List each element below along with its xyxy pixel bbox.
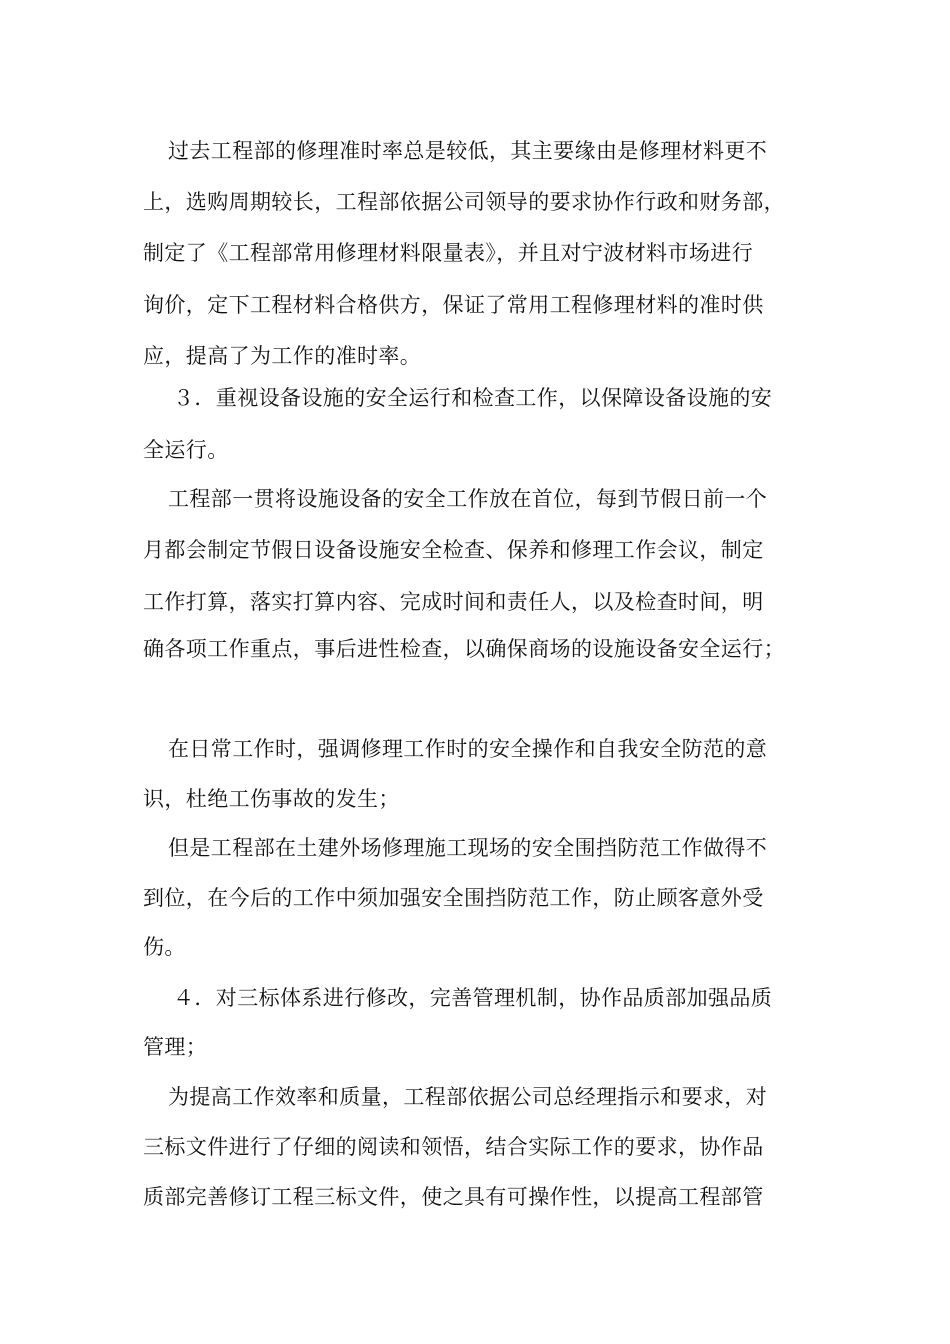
text-line: 三标文件进行了仔细的阅读和领悟，结合实际工作的要求，协作品 xyxy=(143,1135,764,1159)
text-line: 管理； xyxy=(143,1035,208,1059)
text-line: 工程部一贯将设施设备的安全工作放在首位，每到节假日前一个 xyxy=(168,487,768,511)
text-line: 质部完善修订工程三标文件，使之具有可操作性，以提高工程部管 xyxy=(143,1185,764,1209)
text-line: 全运行。 xyxy=(143,438,229,462)
text-line: 询价，定下工程材料合格供方，保证了常用工程修理材料的准时供 xyxy=(143,293,764,317)
text-line: 上，选购周期较长，工程部依据公司领导的要求协作行政和财务部， xyxy=(143,190,785,214)
text-line: 伤。 xyxy=(143,935,186,959)
text-line: 制定了《工程部常用修理材料限量表》，并且对宁波材料市场进行 xyxy=(143,241,754,265)
section-heading: ４．对三标体系进行修改，完善管理机制，协作品质部加强品质 xyxy=(173,986,773,1010)
text-line: 应，提高了为工作的准时率。 xyxy=(143,344,422,368)
section-heading: ３．重视设备设施的安全运行和检查工作，以保障设备设施的安 xyxy=(173,386,773,410)
text-line: 识，杜绝工伤事故的发生； xyxy=(143,787,400,811)
text-line: 过去工程部的修理准时率总是较低，其主要缘由是修理材料更不 xyxy=(168,139,768,163)
text-line: 但是工程部在土建外场修理施工现场的安全围挡防范工作做得不 xyxy=(168,836,768,860)
text-line: 为提高工作效率和质量，工程部依据公司总经理指示和要求，对 xyxy=(168,1085,768,1109)
text-line: 月都会制定节假日设备设施安全检查、保养和修理工作会议，制定 xyxy=(143,538,764,562)
text-line: 确各项工作重点，事后进性检查，以确保商场的设施设备安全运行； xyxy=(143,637,785,661)
text-line: 到位，在今后的工作中须加强安全围挡防范工作，防止顾客意外受 xyxy=(143,886,764,910)
text-line: 在日常工作时，强调修理工作时的安全操作和自我安全防范的意 xyxy=(168,737,768,761)
text-line: 工作打算，落实打算内容、完成时间和责任人，以及检查时间，明 xyxy=(143,590,764,614)
